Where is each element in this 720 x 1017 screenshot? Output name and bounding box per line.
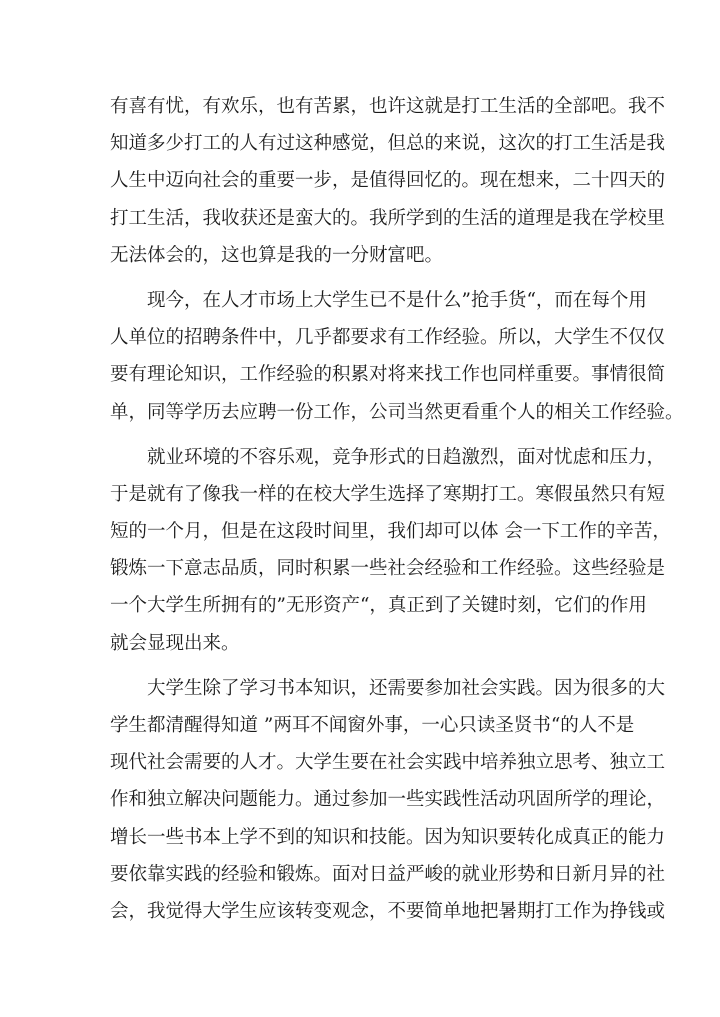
text-line: 学生都清醒得知道 ”两耳不闻窗外事，一心只读圣贤书“的人不是 (110, 715, 635, 736)
document-body (110, 88, 684, 930)
text-line: 现今，在人才市场上大学生已不是什么”抢手货“，而在每个用 (147, 289, 647, 311)
text-line: 会，我觉得大学生应该转变观念，不要简单地把暑期打工作为挣钱或 (110, 900, 666, 922)
text-line: 增长一些书本上学不到的知识和技能。因为知识要转化成真正的能力 (110, 826, 666, 848)
text-line: 打工生活，我收获还是蛮大的。我所学到的生活的道理是我在学校里 (110, 207, 666, 229)
paragraph-4 (110, 670, 666, 930)
paragraph-3 (110, 439, 671, 662)
paragraph-1 (110, 88, 666, 274)
text-line: 人生中迈向社会的重要一步，是值得回忆的。现在想来，二十四天的 (110, 170, 666, 192)
text-line: 于是就有了像我一样的在校大学生选择了寒期打工。寒假虽然只有短 (110, 483, 666, 505)
text-line: 短的一个月，但是在这段时间里，我们却可以体 会一下工作的辛苦， (110, 521, 671, 543)
text-line: 现代社会需要的人才。大学生要在社会实践中培养独立思考、独立工 (110, 752, 666, 774)
text-line: 知道多少打工的人有过这种感觉，但总的来说，这次的打工生活是我 (110, 133, 666, 155)
text-line: 就业环境的不容乐观，竞争形式的日趋激烈，面对忧虑和压力， (147, 446, 666, 468)
text-line: 单，同等学历去应聘一份工作，公司当然更看重个人的相关工作经验。 (110, 401, 684, 423)
text-line: 就会显现出来。 (110, 632, 240, 654)
text-line: 要依靠实践的经验和锻炼。面对日益严峻的就业形势和日新月异的社 (110, 863, 666, 885)
text-line: 人单位的招聘条件中，几乎都要求有工作经验。所以，大学生不仅仅 (110, 327, 666, 349)
text-line: 一个大学生所拥有的”无形资产“，真正到了关键时刻，它们的作用 (110, 595, 647, 617)
text-line: 要有理论知识，工作经验的积累对将来找工作也同样重要。事情很简 (110, 364, 666, 386)
text-line: 锻炼一下意志品质，同时积累一些社会经验和工作经验。这些经验是 (110, 558, 666, 580)
paragraph-2 (110, 282, 684, 431)
text-line: 作和独立解决问题能力。通过参加一些实践性活动巩固所学的理论， (110, 789, 666, 811)
text-line: 有喜有忧，有欢乐，也有苦累，也许这就是打工生活的全部吧。我不 (110, 96, 666, 117)
text-line: 无法体会的，这也算是我的一分财富吧。 (110, 244, 444, 266)
text-line: 大学生除了学习书本知识，还需要参加社会实践。因为很多的大 (147, 677, 666, 699)
